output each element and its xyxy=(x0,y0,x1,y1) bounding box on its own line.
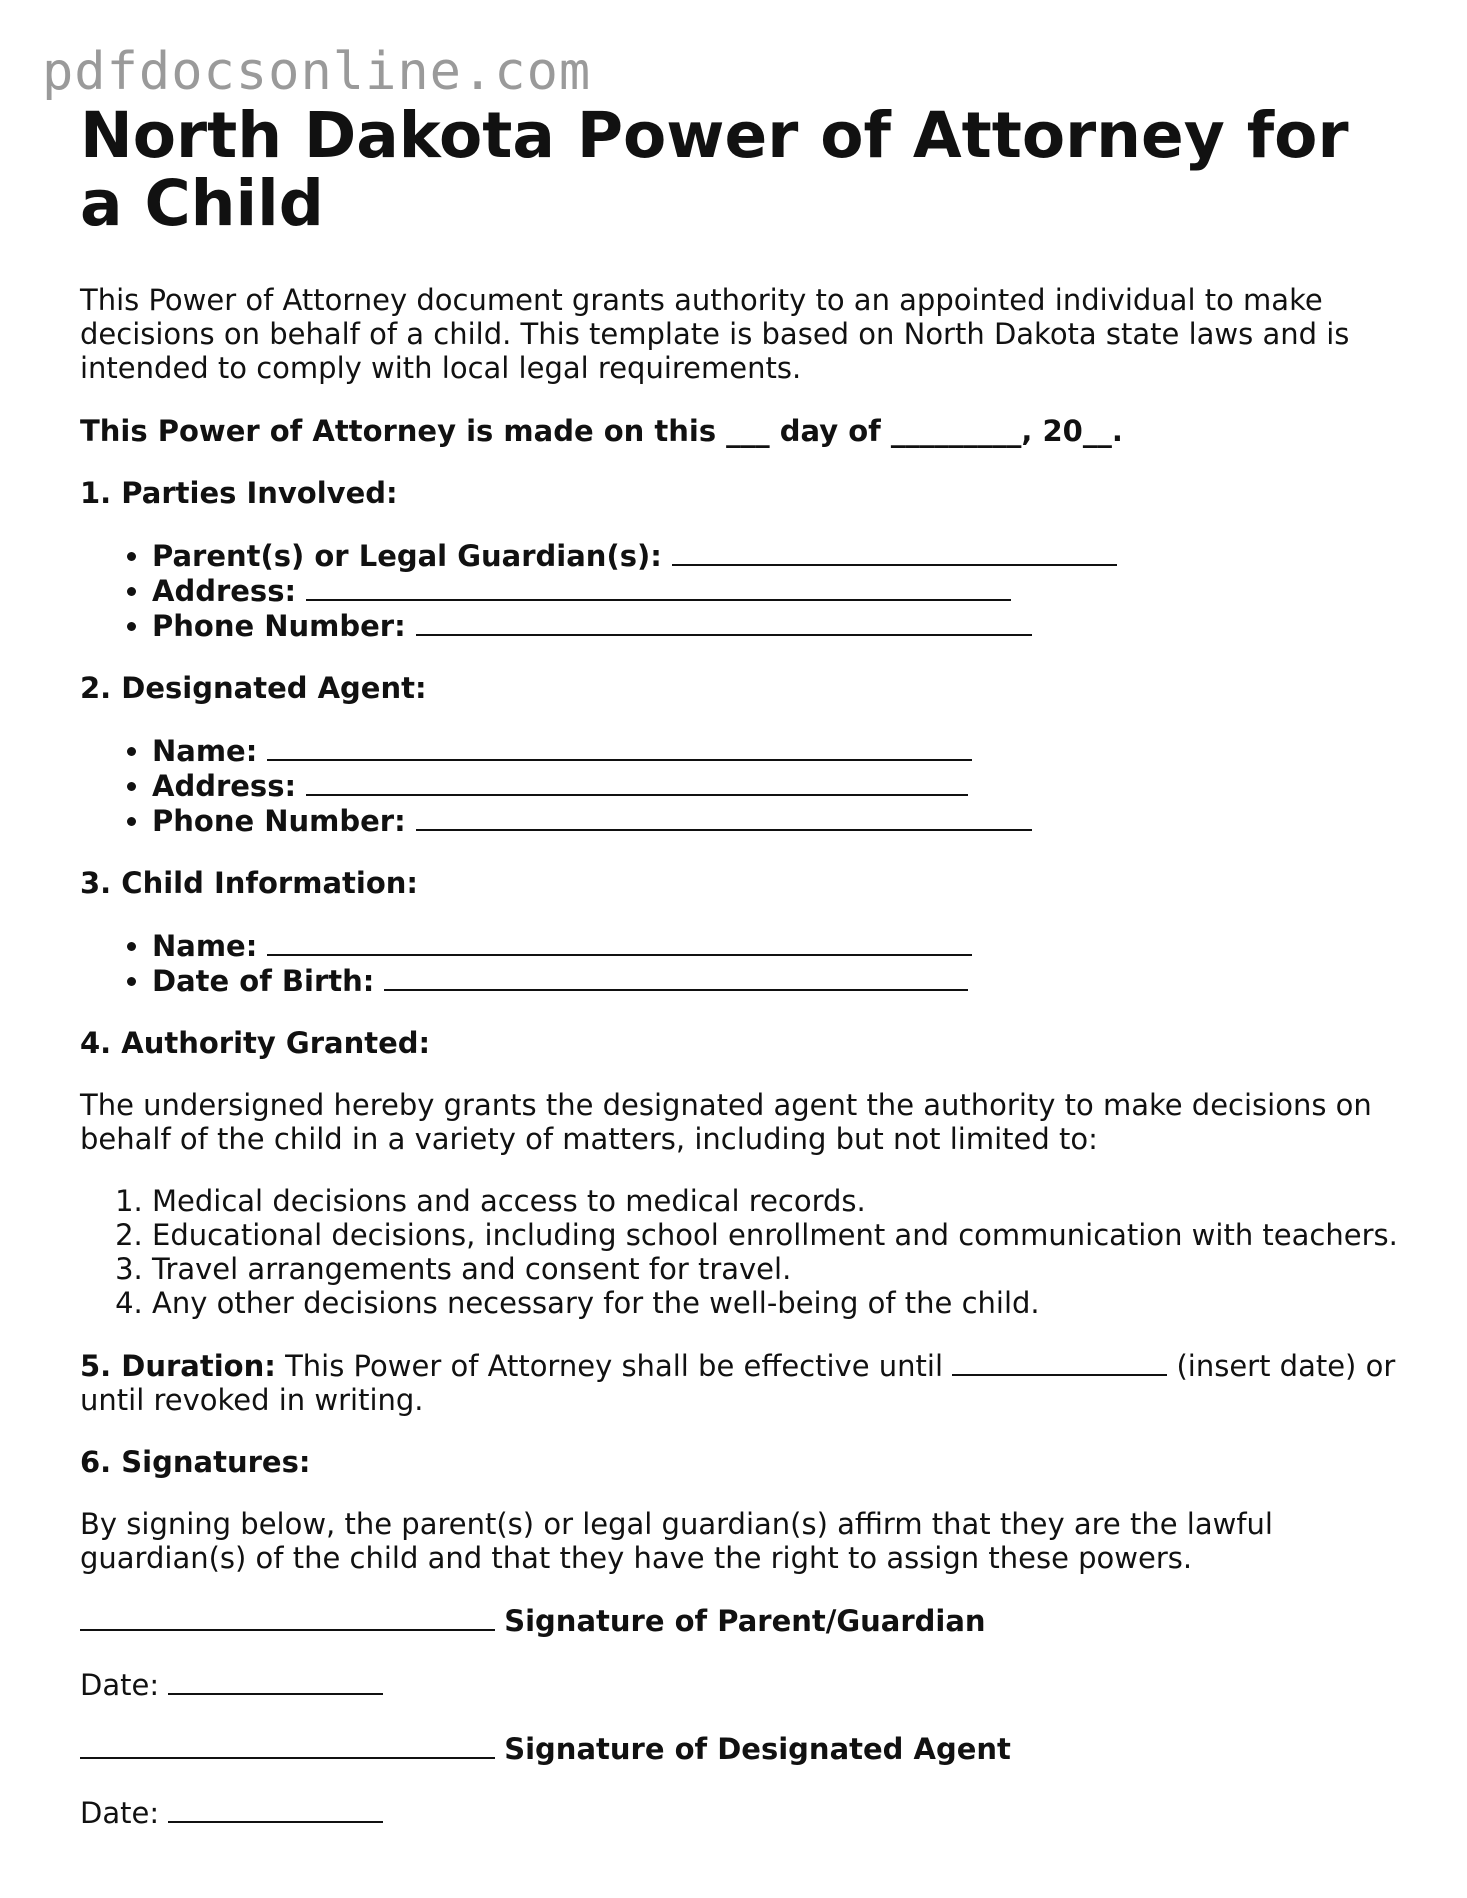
duration-text-after: (insert date) or until revoked in writing. xyxy=(80,1349,1396,1417)
authority-list xyxy=(80,1184,1400,1320)
field-child-dob xyxy=(152,963,1400,998)
field-label: Name: xyxy=(152,929,258,963)
section-signatures-heading: 6. Signatures: xyxy=(80,1445,311,1479)
field-label: Address: xyxy=(152,574,297,608)
agent-signature-line[interactable] xyxy=(80,1731,495,1759)
duration-text-before: This Power of Attorney shall be effective until xyxy=(275,1349,944,1383)
authority-paragraph: The undersigned hereby grants the designated agent the authority to make decisions on behalf of the child in a variety of matters, including but not limited to: xyxy=(80,1088,1372,1156)
parties-fields xyxy=(80,538,1400,643)
field-label: Phone Number: xyxy=(152,804,406,838)
date-label: Date: xyxy=(80,1796,160,1830)
child-name-blank[interactable] xyxy=(267,928,972,956)
section-parties-heading: 1. Parties Involved: xyxy=(80,476,398,510)
section-agent-heading: 2. Designated Agent: xyxy=(80,671,427,705)
authority-item: 2. Educational decisions, including school enrollment and communication with teachers. xyxy=(152,1218,1400,1252)
field-label: Name: xyxy=(152,734,258,768)
field-label: Phone Number: xyxy=(152,609,406,643)
parent-guardian-blank[interactable] xyxy=(672,538,1117,566)
agent-fields xyxy=(80,733,1400,838)
field-label: Address: xyxy=(152,769,297,803)
parent-date-blank[interactable] xyxy=(168,1667,383,1695)
made-on-line: This Power of Attorney is made on this ___ day of _________, 20__. xyxy=(80,414,1123,448)
agent-signature-row xyxy=(80,1731,1400,1766)
authority-item: 4. Any other decisions necessary for the well-being of the child. xyxy=(152,1286,1400,1320)
section-authority-heading: 4. Authority Granted: xyxy=(80,1026,431,1060)
agent-name-blank[interactable] xyxy=(267,733,972,761)
page-title: North Dakota Power of Attorney for a Child xyxy=(80,99,1349,240)
parent-signature-row xyxy=(80,1603,1400,1638)
parent-phone-blank[interactable] xyxy=(416,608,1032,636)
document-page xyxy=(80,99,1400,1830)
parent-signature-label: Signature of Parent/Guardian xyxy=(504,1604,986,1638)
date-label: Date: xyxy=(80,1668,160,1702)
child-fields xyxy=(80,928,1400,998)
field-child-name xyxy=(152,928,1400,963)
signatures-paragraph: By signing below, the parent(s) or legal guardian(s) affirm that they are the lawful guardian(s) of the child and that they have the right to assign these powers. xyxy=(80,1507,1273,1575)
field-parent-guardian xyxy=(152,538,1400,573)
duration-heading: 5. Duration: xyxy=(80,1349,276,1383)
field-agent-address xyxy=(152,768,1400,803)
duration-paragraph xyxy=(80,1348,1400,1417)
agent-date-row xyxy=(80,1795,1400,1830)
agent-address-blank[interactable] xyxy=(306,768,968,796)
field-label: Date of Birth: xyxy=(152,964,375,998)
parent-date-row xyxy=(80,1667,1400,1702)
intro-paragraph: This Power of Attorney document grants authority to an appointed individual to make decisions on behalf of a child. This template is based on North Dakota state laws and is intended to comply with local legal requirements. xyxy=(80,283,1350,385)
child-dob-blank[interactable] xyxy=(384,963,968,991)
watermark: pdfdocsonline.com xyxy=(42,42,592,102)
agent-phone-blank[interactable] xyxy=(416,803,1032,831)
authority-item: 1. Medical decisions and access to medical records. xyxy=(152,1184,1400,1218)
field-label: Parent(s) or Legal Guardian(s): xyxy=(152,539,662,573)
field-parent-phone xyxy=(152,608,1400,643)
field-agent-name xyxy=(152,733,1400,768)
field-agent-phone xyxy=(152,803,1400,838)
section-child-heading: 3. Child Information: xyxy=(80,866,418,900)
parent-signature-line[interactable] xyxy=(80,1603,495,1631)
authority-item: 3. Travel arrangements and consent for travel. xyxy=(152,1252,1400,1286)
field-parent-address xyxy=(152,573,1400,608)
agent-signature-label: Signature of Designated Agent xyxy=(504,1732,1011,1766)
agent-date-blank[interactable] xyxy=(168,1795,383,1823)
duration-date-blank[interactable] xyxy=(952,1348,1167,1376)
parent-address-blank[interactable] xyxy=(306,573,1011,601)
